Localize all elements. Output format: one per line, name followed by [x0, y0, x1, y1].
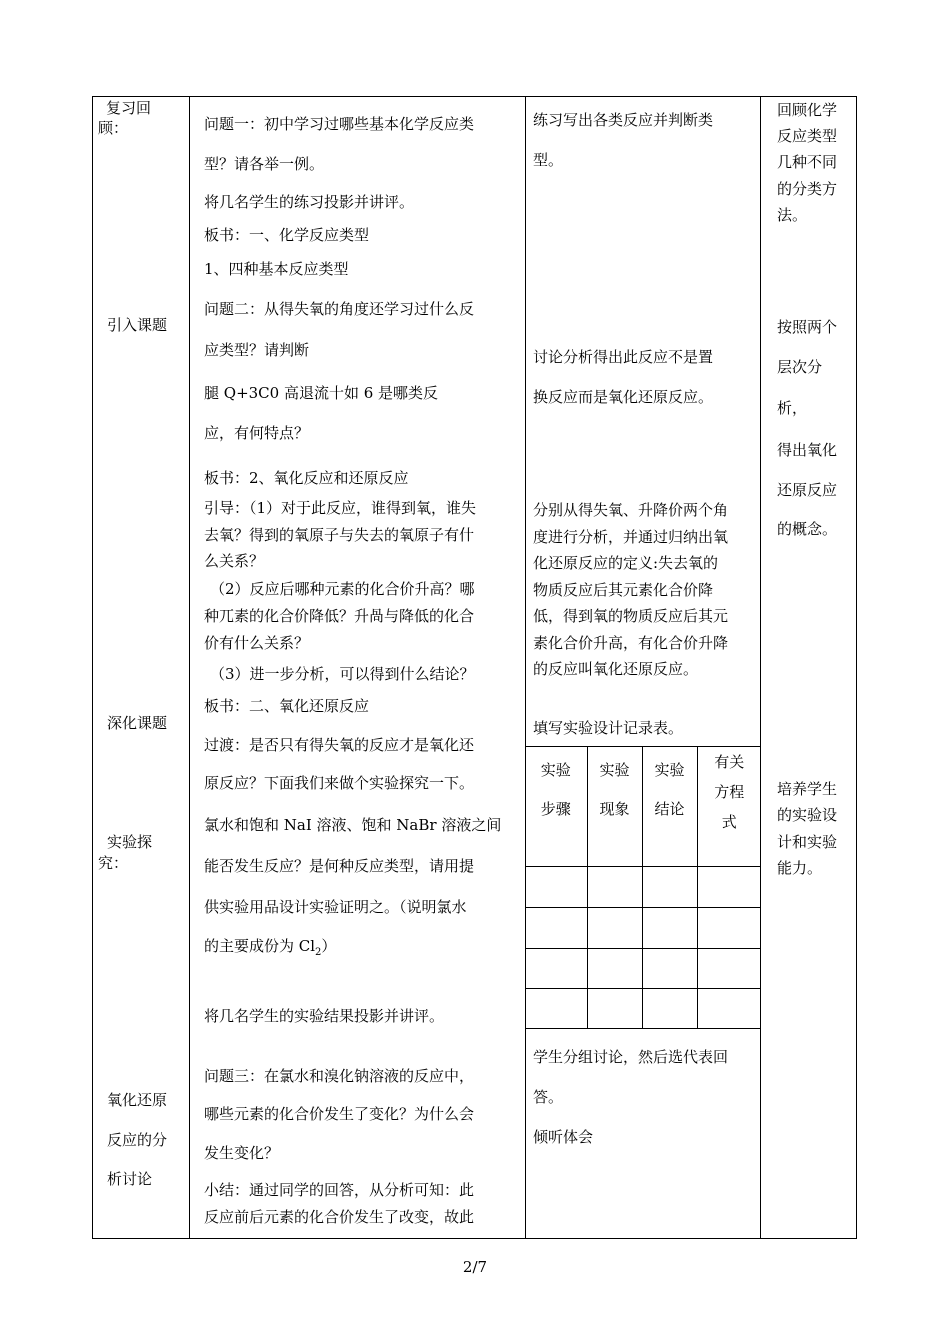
discuss-line2: 换反应而是氧化还原反应。 [533, 388, 714, 406]
experiment-task-text: 的主要成份为 Cl [204, 937, 316, 955]
experiment-record-table [525, 746, 761, 1029]
intent-cultivate-line3: 计和实验 [777, 833, 838, 851]
intent-cultivate-line4: 能力。 [777, 859, 823, 877]
guide-1-line2: 去氧？得到的氧原子与失去的氧原子有什 [204, 526, 475, 544]
header-related-equations: 有关 方程 式 [697, 747, 761, 867]
guide-2-line2: 种兀素的化合价降低？升咼与降低的化合 [204, 607, 475, 625]
intent-levels-line6: 的概念。 [777, 520, 838, 538]
analyze-line3: 化还原反应的定义:失去氧的 [533, 554, 719, 572]
question-two-line2: 应类型？请判断 [204, 341, 310, 359]
question-one-line1: 问题一：初中学习过哪些基本化学反应类 [204, 115, 475, 133]
intent-recall-line3: 几种不同 [777, 153, 838, 171]
table-right-border [856, 96, 857, 1239]
transition-line1: 过渡：是否只有得失氧的反应才是氧化还 [204, 736, 475, 754]
header-experiment-conclusion: 实验 结论 [642, 747, 697, 867]
stage-analysis-line1: 氧化还原 [107, 1091, 168, 1109]
discuss-line1: 讨论分析得出此反应不是置 [533, 348, 714, 366]
equation-line2: 应，有何特点？ [204, 424, 310, 442]
stage-analysis-line2: 反应的分 [107, 1131, 168, 1149]
experiment-task-close: ） [321, 937, 337, 955]
intent-recall-line1: 回顾化学 [777, 101, 838, 119]
stage-review-line1: 复习回 [106, 99, 152, 117]
analyze-line1: 分别从得失氧、升降价两个角 [533, 501, 729, 519]
board-heading-2: 板书：2、氧化反应和还原反应 [204, 469, 409, 487]
question-one-line2: 型？请各举一例。 [204, 155, 325, 173]
column-divider-3 [760, 96, 761, 1239]
table-row [525, 989, 761, 1029]
guide-1-line3: 么关系？ [204, 552, 265, 570]
analyze-line6: 素化合价升高，有化合价升降 [533, 634, 729, 652]
transition-line2: 原反应？下面我们来做个实验探究一下。 [204, 774, 475, 792]
experiment-task-line3: 供实验用品设计实验证明之。（说明氯水 [204, 898, 467, 916]
guide-2-line3: 价有什么关系？ [204, 634, 310, 652]
intent-levels-line4: 得出氧化 [777, 441, 838, 459]
analyze-line5: 低，得到氧的物质反应后其元 [533, 607, 729, 625]
header-experiment-phenomena: 实验 现象 [587, 747, 642, 867]
practice-line1: 练习写出各类反应并判断类 [533, 111, 714, 129]
summary-line2: 反应前后元素的化合价发生了改变，故此 [204, 1208, 475, 1226]
intent-recall-line4: 的分类方 [777, 180, 838, 198]
question-two-line1: 问题二：从得失氧的角度还学习过什么反 [204, 300, 475, 318]
intent-cultivate-line2: 的实验设 [777, 806, 838, 824]
fill-table-instruction: 填写实验设计记录表。 [533, 719, 684, 737]
project-review-2: 将几名学生的实验结果投影并讲评。 [204, 1007, 445, 1025]
experiment-task-line1: 氯水和饱和 NaI 溶液、饱和 NaBr 溶液之间 [204, 816, 502, 834]
board-subheading-1: 1、四种基本反应类型 [204, 260, 349, 278]
board-heading-3: 板书：二、氧化还原反应 [204, 697, 370, 715]
column-divider-1 [189, 96, 190, 1239]
guide-1-line1: 引导：（1）对于此反应，谁得到氧，谁失 [204, 499, 477, 517]
table-row [525, 949, 761, 989]
table-bottom-border [92, 1238, 857, 1239]
practice-line2: 型。 [533, 151, 564, 169]
guide-3: （3）进一步分析，可以得到什么结论？ [210, 665, 475, 683]
question-three-line3: 发生变化？ [204, 1144, 280, 1162]
stage-deepen: 深化课题 [107, 714, 168, 732]
intent-cultivate-line1: 培养学生 [777, 780, 838, 798]
chlorine-subscript: 2 [315, 947, 322, 958]
analyze-line7: 的反应叫氧化还原反应。 [533, 660, 699, 678]
table-row [525, 867, 761, 908]
equation-line1: 腿 Q+3C0 高退流十如 6 是哪类反 [204, 384, 439, 402]
question-three-line2: 哪些元素的化合价发生了变化？为什么会 [204, 1105, 475, 1123]
experiment-task-line2: 能否发生反应？是何种反应类型，请用提 [204, 857, 475, 875]
intent-levels-line2: 层次分 [777, 358, 823, 376]
project-review-1: 将几名学生的练习投影并讲评。 [204, 193, 415, 211]
analyze-line2: 度进行分析，并通过归纳出氧 [533, 528, 729, 546]
listen-experience: 倾听体会 [533, 1128, 594, 1146]
header-experiment-steps: 实验 步骤 [525, 747, 587, 867]
question-three-line1: 问题三：在氯水和溴化钠溶液的反应中， [204, 1067, 475, 1085]
intent-levels-line5: 还原反应 [777, 481, 838, 499]
summary-line1: 小结：通过同学的回答，从分析可知：此 [204, 1181, 475, 1199]
intent-recall-line2: 反应类型 [777, 127, 838, 145]
table-left-border [92, 96, 93, 1239]
stage-experiment-line1: 实验探 [107, 833, 153, 851]
analyze-line4: 物质反应后其元素化合价降 [533, 581, 714, 599]
table-row [525, 908, 761, 949]
column-divider-2 [525, 96, 526, 1239]
table-top-border [92, 96, 857, 97]
guide-2-line1: （2）反应后哪种元素的化合价升高？哪 [210, 580, 475, 598]
intent-levels-line3: 析， [777, 399, 808, 417]
intent-levels-line1: 按照两个 [777, 318, 838, 336]
board-heading-1: 板书：一、化学反应类型 [204, 226, 370, 244]
stage-review-line2: 顾： [98, 119, 129, 137]
group-discussion-line1: 学生分组讨论，然后选代表回 [533, 1048, 729, 1066]
experiment-task-line4 [204, 936, 336, 963]
stage-intro: 引入课题 [107, 316, 168, 334]
group-discussion-line2: 答。 [533, 1088, 564, 1106]
page-number: 2/7 [462, 1258, 488, 1276]
stage-experiment-line2: 究： [98, 854, 129, 872]
intent-recall-line5: 法。 [777, 206, 808, 224]
stage-analysis-line3: 析讨论 [107, 1170, 153, 1188]
